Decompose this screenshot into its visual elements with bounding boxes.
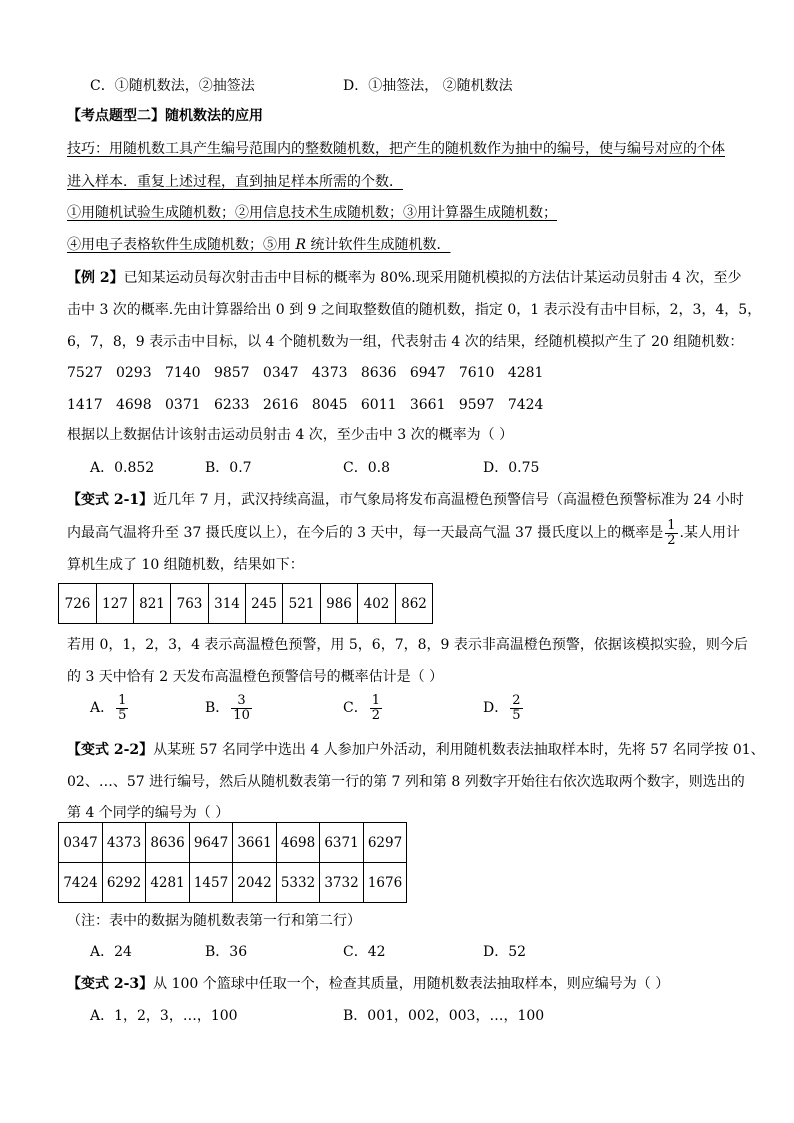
table-cell: 245 — [246, 584, 283, 624]
tips-line-1: 技巧：用随机数工具产生编号范围内的整数随机数，把产生的随机数作为抽中的编号，使与编号对应的个体 — [67, 141, 725, 157]
example-2-option-a: A．0.852 — [90, 460, 155, 476]
variant-2-1-option-a: A． $\frac{1}{5}$ — [90, 692, 127, 723]
variant-2-2-option-d: D．52 — [483, 944, 527, 960]
example-2-numbers-2: 1417 4698 0371 6233 2616 8045 6011 3661 9597 7424 — [67, 397, 544, 413]
variant-2-1-option-b: B． $\frac{3}{10}$ — [205, 692, 250, 723]
variant-2-2-option-c: C．42 — [343, 944, 386, 960]
example-2-question: 根据以上数据估计该射击运动员射击 4 次，至少击中 3 次的概率为（ ） — [67, 427, 514, 443]
variant-2-3-line-1: 【变式 2-3】从 100 个篮球中任取一个，检查其质量，用随机数表法抽取样本，则应编号为（ ） — [67, 976, 670, 992]
table-cell: 9647 — [190, 823, 233, 863]
example-2-option-d: D．0.75 — [483, 460, 540, 476]
variant-2-1-line-3: 算机生成了 10 组随机数，结果如下： — [67, 557, 304, 573]
example-2-numbers-1: 7527 0293 7140 9857 0347 4373 8636 6947 7610 4281 — [67, 365, 544, 381]
variant-2-3-option-a: A．1，2，3，…，100 — [90, 1008, 238, 1024]
variant-2-2-line-2: 02、…、57 进行编号，然后从随机数表第一行的第 7 列和第 8 列数字开始往右依次选取两个数字，则选出的 — [67, 774, 745, 790]
example-2-tag: 【例 2】 — [67, 270, 124, 286]
variant-2-3-tag: 【变式 2-3】 — [67, 976, 154, 992]
variant-2-2-option-a: A．24 — [90, 944, 132, 960]
table-cell: 726 — [59, 584, 97, 624]
table-cell: 3661 — [233, 823, 277, 863]
table-cell: 986 — [321, 584, 358, 624]
section-title: 【考点题型二】随机数法的应用 — [67, 108, 263, 124]
table-cell: 821 — [134, 584, 171, 624]
table-cell: 127 — [97, 584, 134, 624]
variant-2-1-line-1: 【变式 2-1】近几年 7 月，武汉持续高温，市气象局将发布高温橙色预警信号（高温橙色预警标准为 24 小时 — [67, 492, 744, 508]
table-cell: 8636 — [146, 823, 190, 863]
table-cell: 2042 — [233, 863, 277, 903]
table-cell: 1676 — [364, 863, 407, 903]
table-cell: 6297 — [364, 823, 407, 863]
table-cell: 6292 — [103, 863, 146, 903]
tips-line-4: ④用电子表格软件生成随机数；⑤用 R 统计软件生成随机数． — [67, 237, 451, 253]
table-cell: 402 — [358, 584, 396, 624]
random-number-table-2 — [58, 822, 407, 903]
variant-2-2-line-3: 第 4 个同学的编号为（ ） — [67, 805, 230, 821]
table-cell: 4698 — [277, 823, 320, 863]
variant-2-1-line-4: 若用 0，1，2，3，4 表示高温橙色预警，用 5，6，7，8，9 表示非高温橙色预警，依据该模拟实验，则今后 — [67, 637, 748, 653]
table-cell: 5332 — [277, 863, 320, 903]
table-cell: 862 — [396, 584, 433, 624]
option-d-prev: D．①抽签法， ②随机数法 — [343, 78, 513, 94]
fraction-one-half: $\frac{1}{2}$ — [667, 517, 676, 548]
table-cell: 0347 — [59, 823, 103, 863]
example-2-line-2: 击中 3 次的概率.先由计算器给出 0 到 9 之间取整数值的随机数，指定 0，1 表示没有击中目标，2，3，4，5， — [67, 302, 762, 318]
variant-2-1-line-2: 内最高气温将升至 37 摄氏度以上），在今后的 3 天中，每一天最高气温 37 摄氏度以上的概率是 $\frac{1}{2}$ .某人用计 — [67, 517, 740, 548]
variant-2-3-option-b: B．001，002，003，…，100 — [343, 1008, 545, 1024]
table-cell: 3732 — [320, 863, 364, 903]
variant-2-1-tag: 【变式 2-1】 — [67, 492, 154, 508]
variant-2-2-note: （注：表中的数据为随机数表第一行和第二行） — [67, 913, 361, 929]
variant-2-1-line-5: 的 3 天中恰有 2 天发布高温橙色预警信号的概率估计是（ ） — [67, 669, 444, 685]
table-cell: 1457 — [190, 863, 233, 903]
table-cell: 4281 — [146, 863, 190, 903]
example-2-line-1: 【例 2】已知某运动员每次射击击中目标的概率为 80%.现采用随机模拟的方法估计某运动员射击 4 次，至少 — [67, 270, 742, 286]
table-cell: 763 — [171, 584, 209, 624]
tips-line-3: ①用随机试验生成随机数；②用信息技术生成随机数；③用计算器生成随机数； — [67, 205, 557, 221]
option-c-prev: C．①随机数法，②抽签法 — [90, 78, 255, 94]
tips-line-2: 进入样本．重复上述过程，直到抽足样本所需的个数． — [67, 174, 403, 190]
example-2-option-c: C．0.8 — [343, 460, 390, 476]
variant-2-1-option-d: D． $\frac{2}{5}$ — [483, 692, 521, 723]
example-2-option-b: B．0.7 — [205, 460, 252, 476]
table-cell: 7424 — [59, 863, 103, 903]
variant-2-2-line-1: 【变式 2-2】从某班 57 名同学中选出 4 人参加户外活动，利用随机数表法抽取样本时，先将 57 名同学按 01、 — [67, 742, 765, 758]
table-cell: 4373 — [103, 823, 146, 863]
variant-2-2-option-b: B．36 — [205, 944, 248, 960]
variant-2-2-tag: 【变式 2-2】 — [67, 742, 154, 758]
table-cell: 521 — [283, 584, 321, 624]
example-2-line-3: 6，7，8，9 表示击中目标，以 4 个随机数为一组，代表射击 4 次的结果，经随机模拟产生了 20 组随机数： — [67, 334, 744, 350]
variant-2-1-option-c: C． $\frac{1}{2}$ — [343, 692, 380, 723]
table-cell: 314 — [209, 584, 246, 624]
random-number-table-1 — [58, 583, 433, 624]
table-cell: 6371 — [320, 823, 364, 863]
